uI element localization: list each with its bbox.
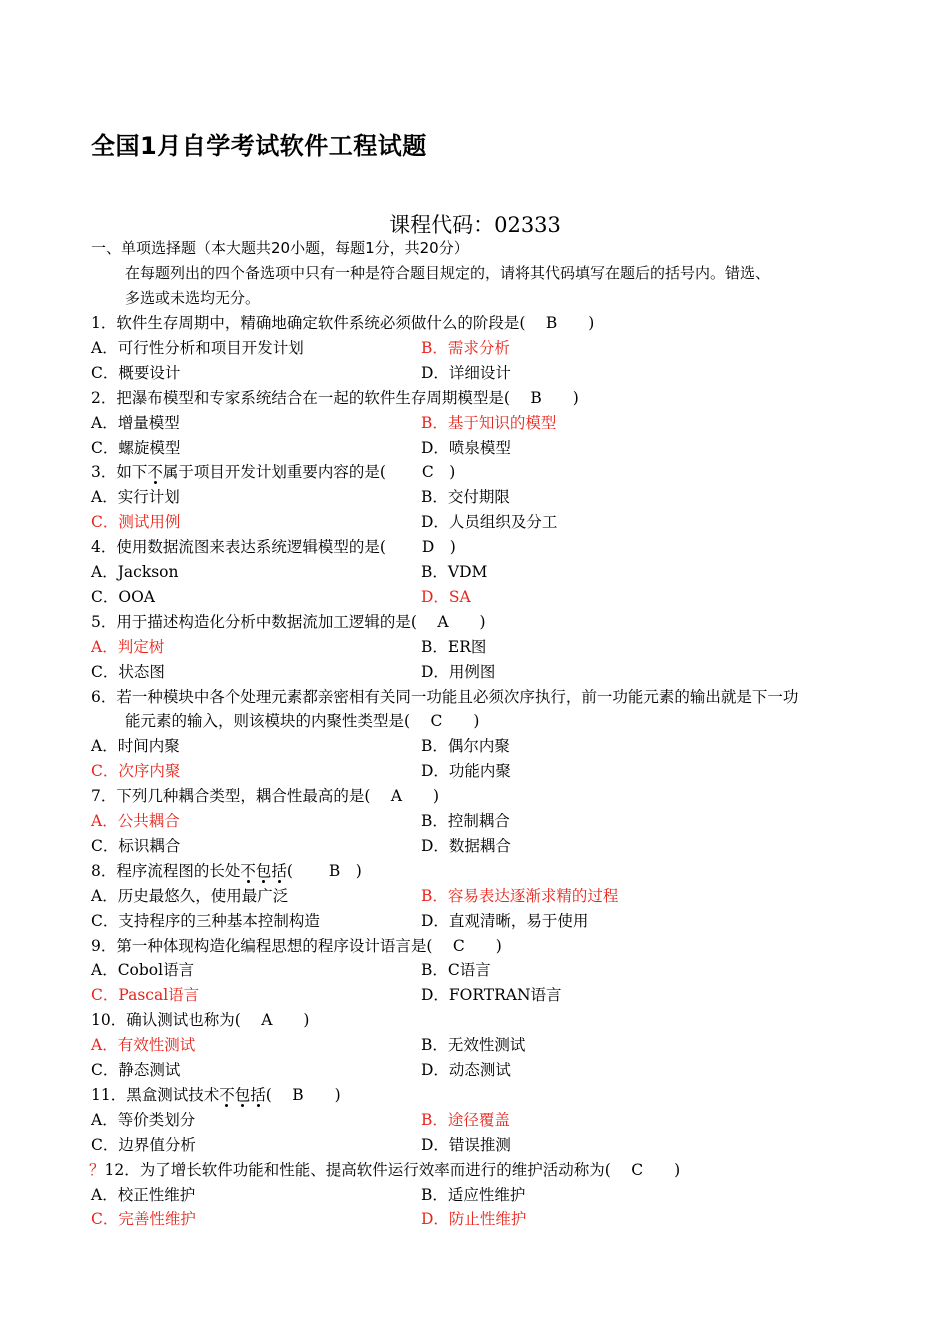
option-d: D．数据耦合: [421, 836, 511, 855]
stem-text: 8．程序流程图的长处: [91, 861, 241, 880]
stem-text: ( B ): [265, 1085, 341, 1104]
option-d: D．喷泉模型: [421, 438, 511, 457]
option-a: A．判定树: [91, 637, 165, 656]
option-c: C．静态测试: [91, 1061, 181, 1079]
question-stem: [91, 1083, 341, 1108]
option-c: C．螺旋模型: [91, 438, 181, 457]
option-d: D．FORTRAN语言: [421, 986, 562, 1005]
stem-text: ( B ): [286, 861, 362, 880]
option-c: C．完善性维护: [91, 1210, 196, 1229]
emphasis-text: 不: [147, 463, 163, 482]
option-d: D．SA: [421, 587, 471, 606]
option-b: B．偶尔内聚: [421, 737, 510, 756]
course-code: 课程代码：02333: [389, 213, 561, 237]
exam-title: 全国1月自学考试软件工程试题: [91, 132, 427, 160]
option-d: D．用例图: [421, 662, 496, 681]
question-stem: [91, 386, 579, 411]
option-a: A．Cobol语言: [91, 961, 195, 980]
stem-text: 5．用于描述构造化分析中数据流加工逻辑的是( A ): [91, 612, 486, 631]
option-a: A．可行性分析和项目开发计划: [91, 338, 304, 357]
option-d: D．动态测试: [421, 1061, 511, 1079]
option-b: B．VDM: [421, 563, 488, 581]
option-c: C．边界值分析: [91, 1135, 196, 1154]
stem-text: 12．为了增长软件功能和性能、提高软件运行效率而进行的维护活动称为( C ): [104, 1160, 681, 1179]
option-c: C．支持程序的三种基本控制构造: [91, 911, 320, 930]
option-d: D．功能内聚: [421, 762, 511, 781]
question-stem: [91, 1008, 309, 1033]
option-a: A．校正性维护: [91, 1185, 196, 1204]
option-c: C．状态图: [91, 662, 165, 681]
option-b: B．基于知识的模型: [421, 413, 557, 432]
question-mark-icon: ？: [89, 1160, 105, 1179]
option-c: C．概要设计: [91, 363, 181, 382]
section-instruction-cont: 多选或未选均无分。: [125, 289, 261, 307]
stem-text: 7．下列几种耦合类型，耦合性最高的是( A ): [91, 787, 440, 806]
option-d: D．防止性维护: [421, 1210, 527, 1229]
option-d: D．详细设计: [421, 363, 511, 382]
stem-text: 10．确认测试也称为( A ): [91, 1011, 310, 1030]
option-c: C．标识耦合: [91, 836, 181, 855]
question-stem-cont: [125, 709, 479, 734]
stem-text: 能元素的输入，则该模块的内聚性类型是( C ): [125, 712, 480, 731]
question-stem: [91, 784, 439, 809]
option-b: B．容易表达逐渐求精的过程: [421, 886, 619, 905]
stem-text: 属于项目开发计划重要内容的是( C ): [162, 463, 456, 482]
emphasis-text: 不包括: [219, 1085, 266, 1104]
option-d: D．直观清晰，易于使用: [421, 911, 589, 930]
question-stem: [89, 1158, 680, 1183]
stem-text: 4．使用数据流图来表达系统逻辑模型的是( D ): [91, 538, 456, 557]
question-stem: [91, 460, 455, 485]
stem-text: 11．黑盒测试技术: [91, 1085, 220, 1104]
stem-text: 1．软件生存周期中，精确地确定软件系统必须做什么的阶段是( B ): [91, 314, 595, 332]
question-stem: [91, 685, 798, 710]
option-a: A．等价类划分: [91, 1110, 196, 1129]
section-heading: 一、单项选择题（本大题共20小题，每题1分，共20分）: [91, 239, 469, 257]
question-stem: [91, 859, 362, 884]
question-stem: [91, 934, 502, 959]
option-b: B．需求分析: [421, 338, 510, 357]
option-a: A．实行计划: [91, 488, 180, 507]
question-stem: [91, 311, 594, 336]
option-b: B．适应性维护: [421, 1185, 526, 1204]
option-a: A．增量模型: [91, 413, 180, 432]
option-b: B．C语言: [421, 961, 491, 980]
emphasis-text: 不包括: [240, 861, 287, 880]
option-a: A．有效性测试: [91, 1036, 196, 1055]
option-b: B．途径覆盖: [421, 1110, 510, 1129]
option-a: A．Jackson: [91, 563, 179, 581]
option-c: C．Pascal语言: [91, 986, 200, 1005]
section-instruction: 在每题列出的四个备选项中只有一种是符合题目规定的，请将其代码填写在题后的括号内。错选、: [125, 264, 771, 282]
option-a: A．公共耦合: [91, 812, 180, 830]
question-stem: [91, 610, 486, 635]
option-b: B．无效性测试: [421, 1036, 526, 1055]
option-c: C．测试用例: [91, 513, 181, 532]
option-c: C．OOA: [91, 587, 155, 606]
option-b: B．ER图: [421, 637, 487, 656]
question-stem: [91, 535, 456, 560]
option-a: A．时间内聚: [91, 737, 180, 756]
option-b: B．控制耦合: [421, 812, 510, 830]
option-a: A．历史最悠久，使用最广泛: [91, 886, 289, 905]
stem-text: 9．第一种体现构造化编程思想的程序设计语言是( C ): [91, 936, 502, 955]
stem-text: 2．把瀑布模型和专家系统结合在一起的软件生存周期模型是( B ): [91, 388, 579, 407]
option-d: D．错误推测: [421, 1135, 511, 1154]
stem-text: 3．如下: [91, 463, 148, 482]
option-b: B．交付期限: [421, 488, 510, 507]
stem-text: 6．若一种模块中各个处理元素都亲密相有关同一功能且必须次序执行，前一功能元素的输出就是下一功: [91, 687, 799, 706]
option-d: D．人员组织及分工: [421, 513, 558, 532]
option-c: C．次序内聚: [91, 762, 181, 781]
